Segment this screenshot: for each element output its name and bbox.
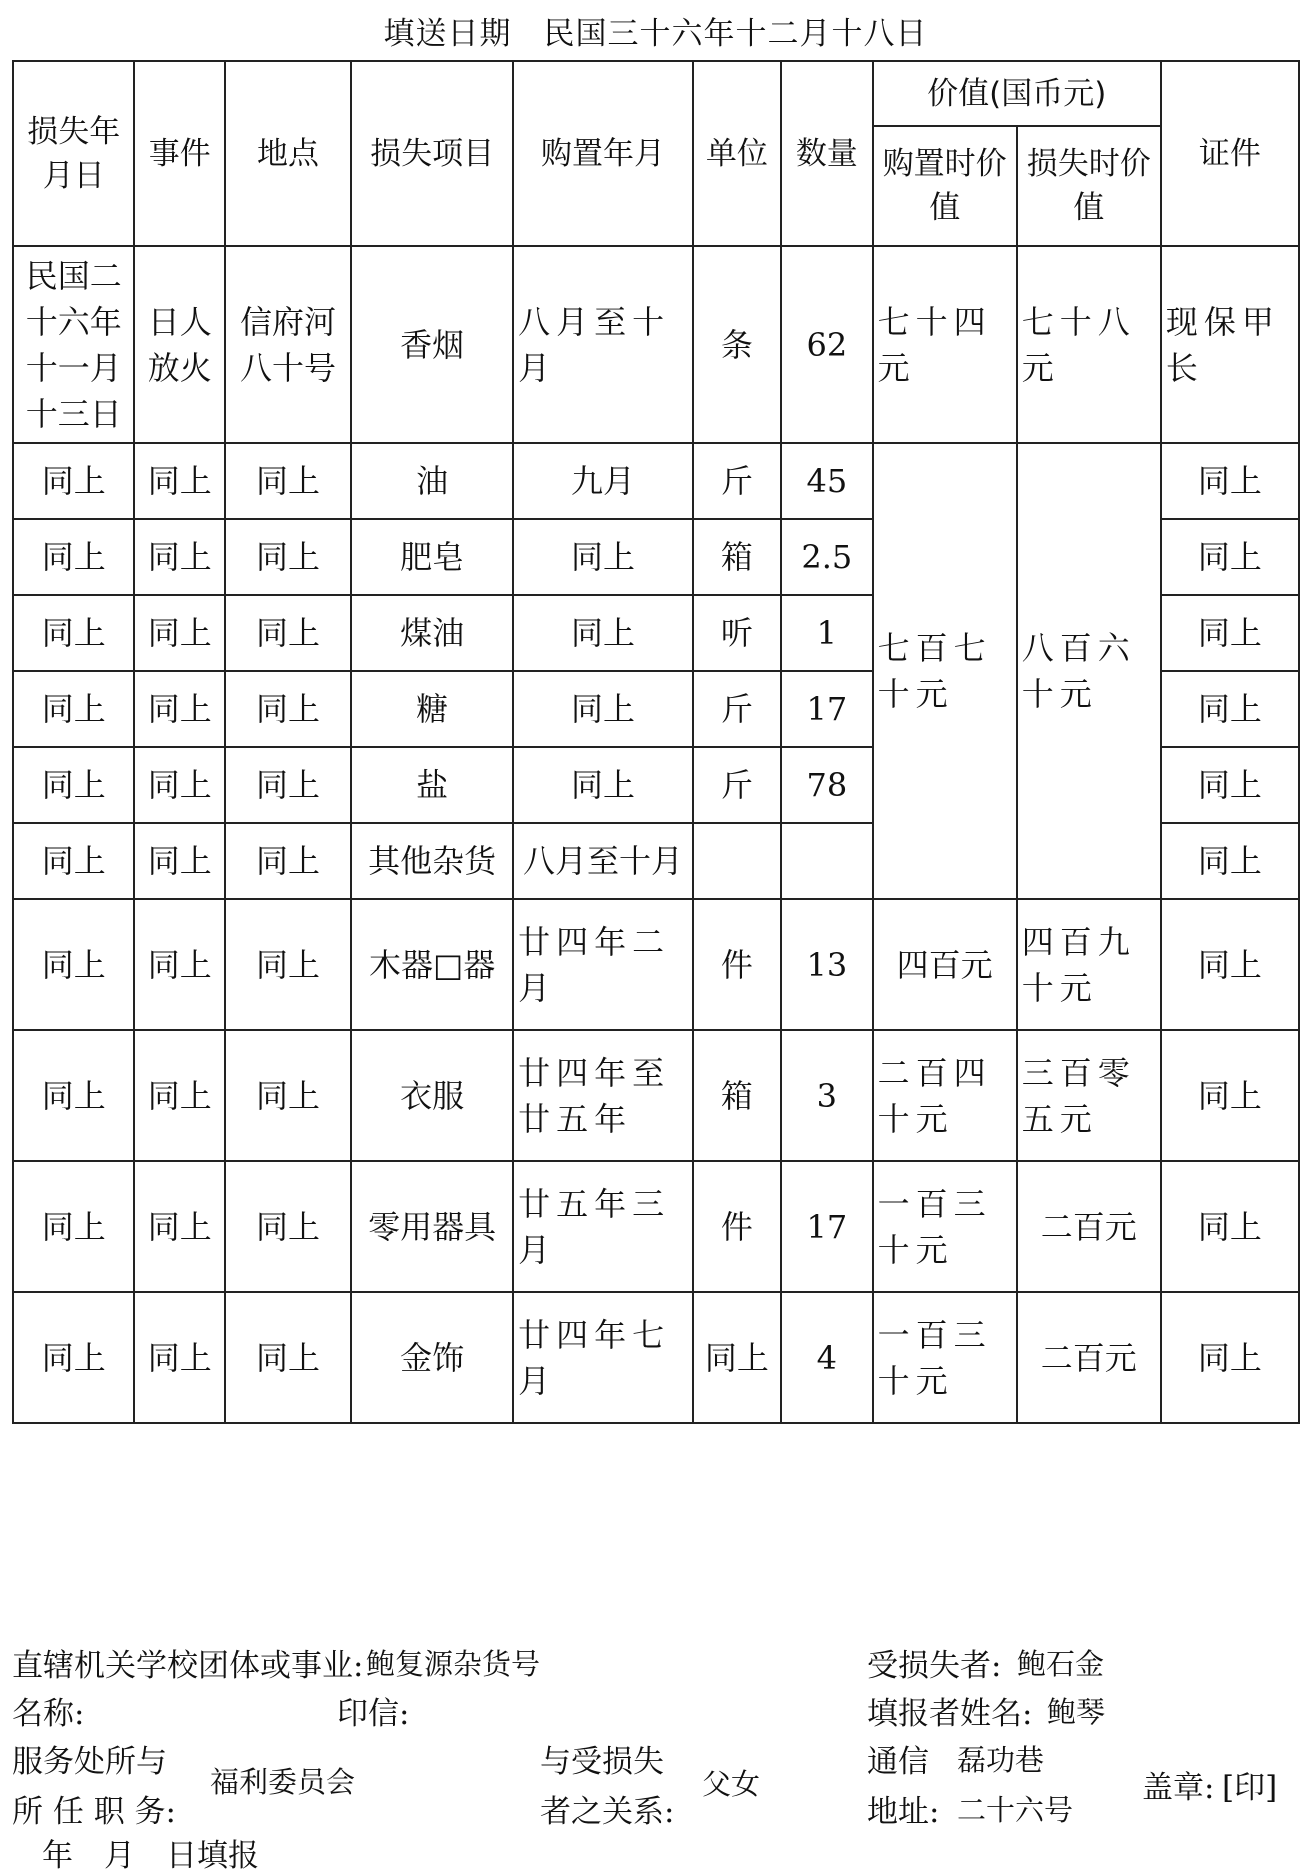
address-value-1: 磊功巷	[957, 1743, 1045, 1777]
group-value-loss: 八百六十元	[1017, 443, 1161, 899]
group-value-purchase: 七百七十元	[873, 443, 1017, 899]
row-event: 日人放火	[134, 246, 224, 443]
row-date: 同上	[13, 443, 134, 519]
row-event: 同上	[134, 1161, 224, 1292]
victim-value: 鲍石金	[1017, 1647, 1105, 1681]
row-purchase: 同上	[513, 519, 693, 595]
row-item: 盐	[351, 747, 513, 823]
row-value-loss: 三百零五元	[1017, 1030, 1161, 1161]
row-date: 同上	[13, 899, 134, 1030]
row-date: 民国二十六年十一月十三日	[13, 246, 134, 443]
service-label-2: 所 任 职 务:	[12, 1794, 177, 1830]
row-event: 同上	[134, 1292, 224, 1423]
row-purchase: 廿五年三月	[513, 1161, 693, 1292]
row-event: 同上	[134, 595, 224, 671]
row-event: 同上	[134, 671, 224, 747]
table-row	[13, 1161, 1299, 1292]
header-value-group: 价值(国币元)	[873, 61, 1161, 126]
row-qty: 45	[781, 443, 873, 519]
row-qty: 1	[781, 595, 873, 671]
row-place: 信府河八十号	[225, 246, 351, 443]
header-value-loss: 损失时价值	[1017, 126, 1161, 246]
address-label-1: 通信	[867, 1744, 929, 1780]
table-row	[13, 1292, 1299, 1423]
row-proof: 同上	[1161, 671, 1299, 747]
header-unit: 单位	[693, 61, 781, 246]
row-value-purchase: 四百元	[873, 899, 1017, 1030]
row-value-purchase: 二百四十元	[873, 1030, 1017, 1161]
row-item: 零用器具	[351, 1161, 513, 1292]
row-proof: 同上	[1161, 443, 1299, 519]
row-purchase: 八月至十月	[513, 823, 693, 899]
row-date: 同上	[13, 1292, 134, 1423]
row-date: 同上	[13, 823, 134, 899]
relation-label-2: 者之关系:	[540, 1794, 675, 1830]
row-place: 同上	[225, 1292, 351, 1423]
row-event: 同上	[134, 899, 224, 1030]
row-value-loss: 二百元	[1017, 1161, 1161, 1292]
row-event: 同上	[134, 519, 224, 595]
row-unit: 同上	[693, 1292, 781, 1423]
row-place: 同上	[225, 899, 351, 1030]
address-value-2: 二十六号	[957, 1793, 1074, 1827]
row-proof: 同上	[1161, 1292, 1299, 1423]
org-label: 直辖机关学校团体或事业:	[12, 1648, 364, 1684]
row-date: 同上	[13, 595, 134, 671]
row-qty	[781, 823, 873, 899]
row-unit: 件	[693, 899, 781, 1030]
row-place: 同上	[225, 595, 351, 671]
victim-label: 受损失者:	[867, 1648, 1002, 1684]
row-value-loss: 七十八元	[1017, 246, 1161, 443]
header-item: 损失项目	[351, 61, 513, 246]
row-item: 金饰	[351, 1292, 513, 1423]
name-label: 名称:	[12, 1696, 85, 1732]
service-value: 福利委员会	[210, 1765, 356, 1799]
relation-value: 父女	[702, 1767, 761, 1801]
row-item: 糖	[351, 671, 513, 747]
row-proof: 同上	[1161, 1030, 1299, 1161]
report-date-line: 年 月 日填报	[42, 1838, 259, 1874]
row-unit: 斤	[693, 443, 781, 519]
row-date: 同上	[13, 747, 134, 823]
row-item: 衣服	[351, 1030, 513, 1161]
header-value-purchase: 购置时价值	[873, 126, 1017, 246]
row-place: 同上	[225, 1030, 351, 1161]
row-date: 同上	[13, 1161, 134, 1292]
row-qty: 13	[781, 899, 873, 1030]
row-item: 煤油	[351, 595, 513, 671]
row-unit: 件	[693, 1161, 781, 1292]
row-item: 香烟	[351, 246, 513, 443]
row-event: 同上	[134, 747, 224, 823]
reporter-label: 填报者姓名:	[867, 1696, 1033, 1732]
header-qty: 数量	[781, 61, 873, 246]
header-proof: 证件	[1161, 61, 1299, 246]
row-value-purchase: 一百三十元	[873, 1161, 1017, 1292]
row-event: 同上	[134, 1030, 224, 1161]
service-label-1: 服务处所与	[12, 1744, 167, 1780]
row-item: 油	[351, 443, 513, 519]
row-proof: 现保甲长	[1161, 246, 1299, 443]
row-purchase: 廿四年二月	[513, 899, 693, 1030]
row-unit: 听	[693, 595, 781, 671]
row-date: 同上	[13, 1030, 134, 1161]
address-label-2: 地址:	[867, 1794, 940, 1830]
footer	[12, 1640, 1302, 1874]
row-place: 同上	[225, 443, 351, 519]
table-row	[13, 899, 1299, 1030]
row-qty: 78	[781, 747, 873, 823]
row-item: 肥皂	[351, 519, 513, 595]
row-purchase: 同上	[513, 671, 693, 747]
row-unit: 箱	[693, 519, 781, 595]
table-row	[13, 443, 1299, 519]
org-value: 鲍复源杂货号	[366, 1647, 541, 1681]
loss-table	[12, 60, 1300, 1424]
row-event: 同上	[134, 443, 224, 519]
row-item: 其他杂货	[351, 823, 513, 899]
row-place: 同上	[225, 823, 351, 899]
row-qty: 62	[781, 246, 873, 443]
row-unit	[693, 823, 781, 899]
row-place: 同上	[225, 1161, 351, 1292]
row-value-purchase: 一百三十元	[873, 1292, 1017, 1423]
seal-label: 印信:	[337, 1696, 410, 1732]
row-place: 同上	[225, 671, 351, 747]
header-purchase: 购置年月	[513, 61, 693, 246]
row-item: 木器□器	[351, 899, 513, 1030]
row-purchase: 同上	[513, 595, 693, 671]
row-unit: 斤	[693, 671, 781, 747]
row-value-loss: 四百九十元	[1017, 899, 1161, 1030]
row-purchase: 八月至十月	[513, 246, 693, 443]
row-date: 同上	[13, 519, 134, 595]
row-proof: 同上	[1161, 747, 1299, 823]
stamp-label: 盖章:	[1142, 1770, 1215, 1806]
header-place: 地点	[225, 61, 351, 246]
reporter-value: 鲍琴	[1047, 1695, 1106, 1729]
row-purchase: 廿四年至廿五年	[513, 1030, 693, 1161]
row-unit: 斤	[693, 747, 781, 823]
row-proof: 同上	[1161, 1161, 1299, 1292]
row-purchase: 九月	[513, 443, 693, 519]
table-row	[13, 246, 1299, 443]
stamp-value: [印]	[1222, 1770, 1278, 1806]
row-qty: 17	[781, 1161, 873, 1292]
row-value-purchase: 七十四元	[873, 246, 1017, 443]
row-qty: 17	[781, 671, 873, 747]
row-date: 同上	[13, 671, 134, 747]
row-value-loss: 二百元	[1017, 1292, 1161, 1423]
header-date: 损失年月日	[13, 61, 134, 246]
table-row	[13, 1030, 1299, 1161]
row-place: 同上	[225, 519, 351, 595]
row-unit: 条	[693, 246, 781, 443]
row-purchase: 同上	[513, 747, 693, 823]
row-place: 同上	[225, 747, 351, 823]
header-event: 事件	[134, 61, 224, 246]
row-proof: 同上	[1161, 519, 1299, 595]
row-unit: 箱	[693, 1030, 781, 1161]
relation-label-1: 与受损失	[540, 1744, 664, 1780]
row-proof: 同上	[1161, 823, 1299, 899]
row-event: 同上	[134, 823, 224, 899]
row-proof: 同上	[1161, 595, 1299, 671]
row-qty: 4	[781, 1292, 873, 1423]
row-purchase: 廿四年七月	[513, 1292, 693, 1423]
row-proof: 同上	[1161, 899, 1299, 1030]
fill-date: 填送日期 民国三十六年十二月十八日	[383, 16, 928, 52]
row-qty: 3	[781, 1030, 873, 1161]
row-qty: 2.5	[781, 519, 873, 595]
